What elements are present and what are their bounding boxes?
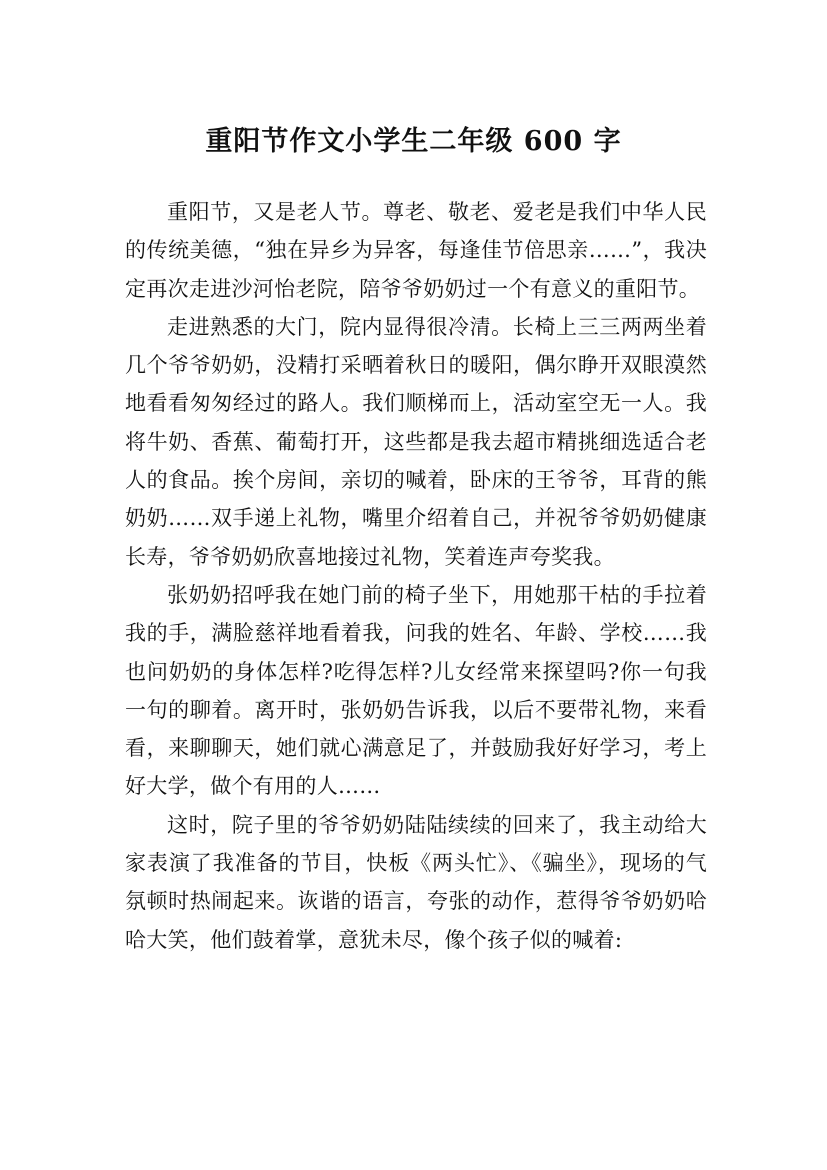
- document-body: [125, 193, 707, 959]
- paragraph-3: 张奶奶招呼我在她门前的椅子坐下，用她那干枯的手拉着我的手，满脸慈祥地看着我，问我的姓名、年龄、学校……我也问奶奶的身体怎样?吃得怎样?儿女经常来探望吗?你一句我一句的聊着。离开时，张奶奶告诉我，以后不要带礼物，来看看，来聊聊天，她们就心满意足了，并鼓励我好好学习，考上好大学，做个有用的人……: [125, 582, 707, 799]
- paragraph-1: 重阳节，又是老人节。尊老、敬老、爱老是我们中华人民的传统美德，“独在异乡为异客，每逢佳节倍思亲……”，我决定再次走进沙河怡老院，陪爷爷奶奶过一个有意义的重阳节。: [125, 200, 707, 301]
- paragraph-4: 这时，院子里的爷爷奶奶陆陆续续的回来了，我主动给大家表演了我准备的节目，快板《两头忙》、《骗坐》，现场的气氛顿时热闹起来。诙谐的语言，夸张的动作，惹得爷爷奶奶哈哈大笑，他们鼓着掌，意犹未尽，像个孩子似的喊着:: [125, 812, 707, 952]
- paragraph-2: 走进熟悉的大门，院内显得很冷清。长椅上三三两两坐着几个爷爷奶奶，没精打采晒着秋日的暖阳，偶尔睁开双眼漠然地看看匆匆经过的路人。我们顺梯而上，活动室空无一人。我将牛奶、香蕉、葡萄打开，这些都是我去超市精挑细选适合老人的食品。挨个房间，亲切的喊着，卧床的王爷爷，耳背的熊奶奶……双手递上礼物，嘴里介绍着自己，并祝爷爷奶奶健康长寿，爷爷奶奶欣喜地接过礼物，笑着连声夸奖我。: [125, 314, 707, 569]
- document-title: 重阳节作文小学生二年级 600 字: [205, 126, 622, 158]
